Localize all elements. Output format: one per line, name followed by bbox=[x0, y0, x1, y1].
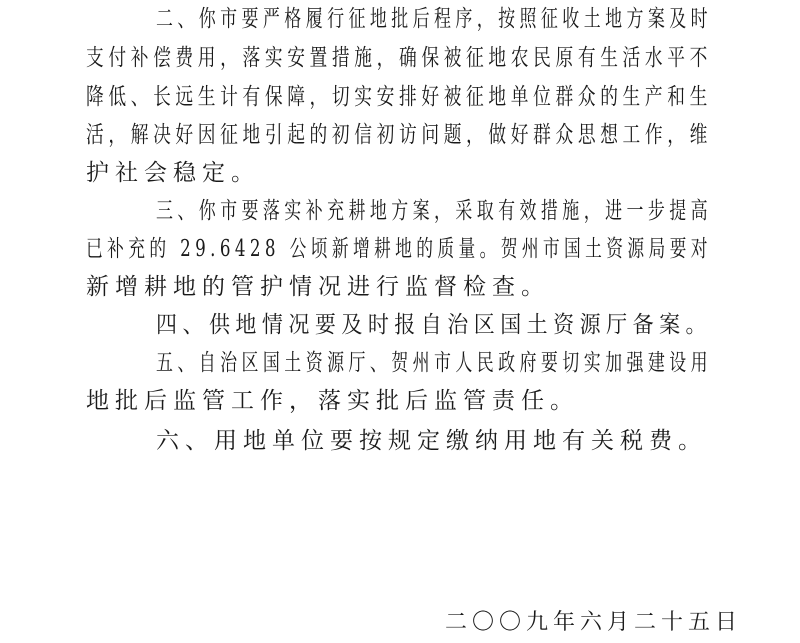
text-line-4: 活，解决好因征地引起的初信初访问题，做好群众思想工作，维 bbox=[86, 122, 712, 148]
text-line-8: 新增耕地的管护情况进行监督检查。 bbox=[86, 274, 550, 300]
text-line-7: 已补充的 29.6428 公顷新增耕地的质量。贺州市国土资源局要对 bbox=[86, 236, 712, 262]
text-line-10: 五、自治区国土资源厅、贺州市人民政府要切实加强建设用 bbox=[156, 350, 712, 376]
text-line-6: 三、你市要落实补充耕地方案，采取有效措施，进一步提高 bbox=[156, 198, 712, 224]
document-date: 二〇〇九年六月二十五日 bbox=[445, 610, 743, 635]
text-line-11: 地批后监管工作，落实批后监管责任。 bbox=[86, 388, 579, 414]
text-line-12: 六、用地单位要按规定缴纳用地有关税费。 bbox=[156, 428, 707, 454]
text-line-9: 四、供地情况要及时报自治区国土资源厅备案。 bbox=[156, 312, 713, 338]
text-line-3: 降低、长远生计有保障，切实安排好被征地单位群众的生产和生 bbox=[86, 84, 712, 110]
text-line-2: 支付补偿费用，落实安置措施，确保被征地农民原有生活水平不 bbox=[86, 45, 712, 71]
text-line-5: 护社会稳定。 bbox=[86, 160, 260, 186]
text-line-1: 二、你市要严格履行征地批后程序，按照征收土地方案及时 bbox=[156, 6, 712, 32]
